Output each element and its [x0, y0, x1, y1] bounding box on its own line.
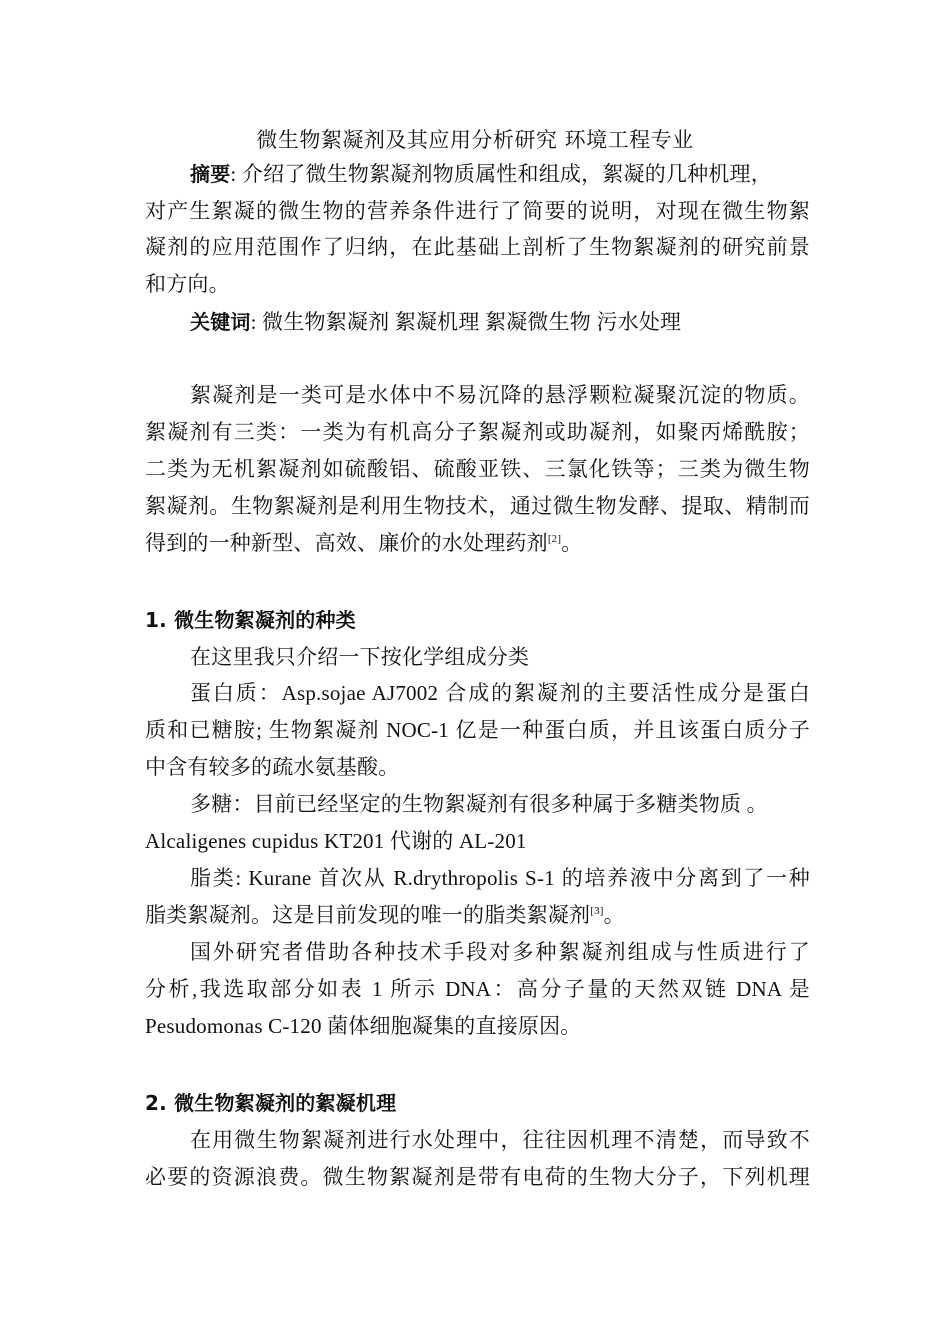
abstract-label: 摘要	[190, 162, 231, 186]
intro-line-4: 絮凝剂。生物絮凝剂是利用生物技术，通过微生物发酵、提取、精制而	[145, 494, 810, 518]
abstract-line-3: 凝剂的应用范围作了归纳，在此基础上剖析了生物絮凝剂的研究前景	[145, 235, 810, 259]
citation-ref: [3]	[590, 905, 604, 917]
abstract-line-2: 对产生絮凝的微生物的营养条件进行了简要的说明，对现在微生物絮	[145, 199, 810, 223]
abstract-line-1	[190, 161, 810, 187]
abstract-line-4: 和方向。	[145, 272, 230, 296]
intro-line-1: 絮凝剂是一类可是水体中不易沉降的悬浮颗粒凝聚沉淀的物质。	[190, 383, 810, 407]
protein-line-1: 蛋白质：Asp.sojae AJ7002 合成的絮凝剂的主要活性成分是蛋白	[190, 681, 810, 705]
section-2-line-1: 在用微生物絮凝剂进行水处理中，往往因机理不清楚，而导致不	[190, 1128, 810, 1152]
document-title: 微生物絮凝剂及其应用分析研究 环境工程专业	[256, 128, 694, 152]
lipid-line-1: 脂类: Kurane 首次从 R.drythropolis S-1 的培养液中分离到了一种	[190, 866, 810, 890]
protein-line-2: 质和已糖胺; 生物絮凝剂 NOC-1 亿是一种蛋白质，并且该蛋白质分子	[145, 718, 810, 742]
intro-line-5-end: 。	[561, 531, 583, 555]
intro-line-3: 二类为无机絮凝剂如硫酸铝、硫酸亚铁、三氯化铁等；三类为微生物	[145, 457, 810, 481]
abstract-text: : 介绍了微生物絮凝剂物质属性和组成，絮凝的几种机理，	[230, 162, 772, 186]
intro-line-5	[145, 530, 810, 556]
section-2-heading: 2. 微生物絮凝剂的絮凝机理	[145, 1091, 397, 1115]
keywords-label: 关键词	[190, 310, 251, 334]
intro-line-2: 絮凝剂有三类：一类为有机高分子絮凝剂或助凝剂，如聚丙烯酰胺；	[145, 420, 810, 444]
lipid-line-2-end: 。	[603, 903, 625, 927]
lipid-line-2-text: 脂类絮凝剂。这是目前发现的唯一的脂类絮凝剂	[145, 903, 591, 927]
foreign-line-1: 国外研究者借助各种技术手段对多种絮凝剂组成与性质进行了	[190, 940, 810, 964]
section-1-intro: 在这里我只介绍一下按化学组成分类	[190, 645, 530, 669]
lipid-line-2	[145, 902, 810, 928]
foreign-line-3: Pesudomonas C-120 菌体细胞凝集的直接原因。	[145, 1014, 582, 1038]
keywords-line	[190, 309, 810, 335]
sugar-line-1: 多糖：目前已经坚定的生物絮凝剂有很多种属于多糖类物质 。	[190, 792, 768, 816]
section-1-heading: 1. 微生物絮凝剂的种类	[145, 608, 356, 632]
sugar-line-2: Alcaligenes cupidus KT201 代谢的 AL-201	[145, 829, 527, 853]
foreign-line-2: 分析,我选取部分如表 1 所示 DNA：高分子量的天然双链 DNA 是	[145, 977, 810, 1001]
intro-line-5-text: 得到的一种新型、高效、廉价的水处理药剂	[145, 531, 548, 555]
citation-ref: [2]	[547, 533, 562, 545]
keywords-text: : 微生物絮凝剂 絮凝机理 絮凝微生物 污水处理	[250, 310, 682, 334]
protein-line-3: 中含有较多的疏水氨基酸。	[145, 755, 400, 779]
section-2-line-2: 必要的资源浪费。微生物絮凝剂是带有电荷的生物大分子，下列机理	[145, 1165, 810, 1189]
